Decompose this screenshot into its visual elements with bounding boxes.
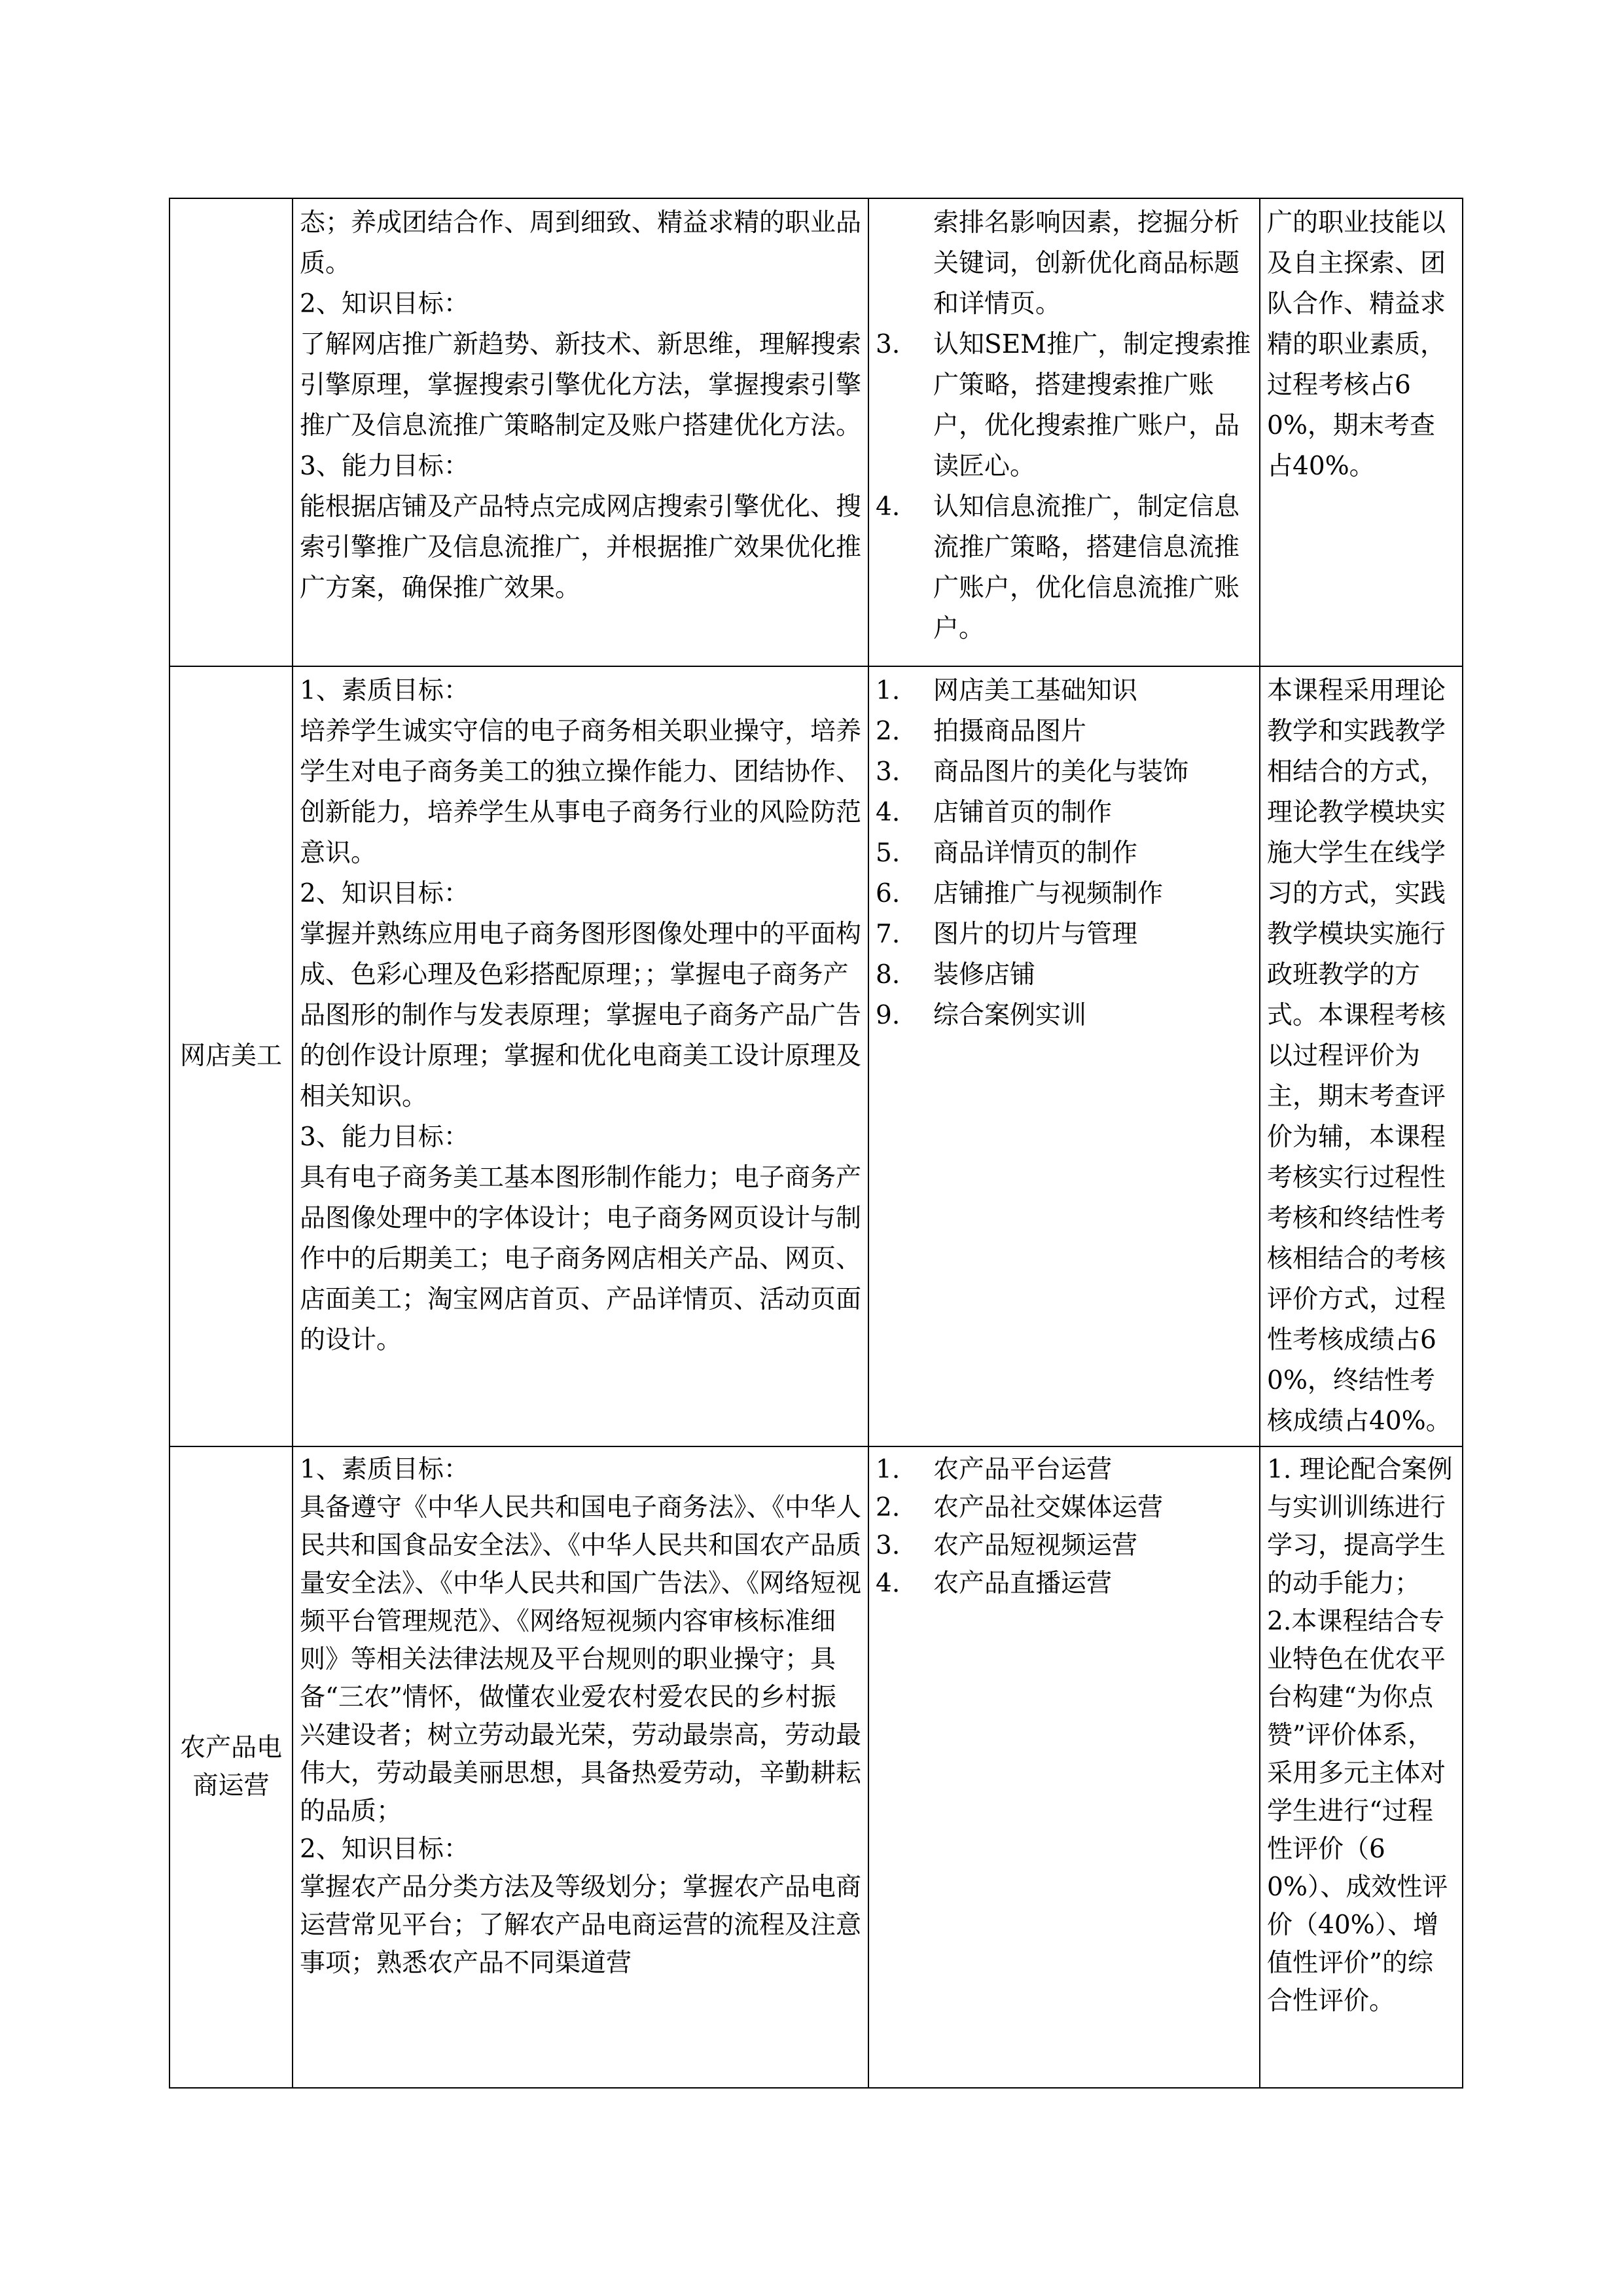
item-text: 装修店铺 bbox=[933, 960, 1036, 990]
course-goals-cell bbox=[293, 198, 868, 666]
goal-heading: 3、能力目标： bbox=[300, 1122, 469, 1152]
goal-text: 能根据店铺及产品特点完成网店搜索引擎优化、搜索引擎推广及信息流推广，并根据推广效果优化推广方案，确保推广效果。 bbox=[300, 492, 862, 603]
list-item bbox=[876, 1489, 1253, 1527]
item-text: 农产品短视频运营 bbox=[933, 1531, 1138, 1560]
goal-text: 了解网店推广新趋势、新技术、新思维，理解搜索引擎原理，掌握搜索引擎优化方法，掌握搜索引擎推广及信息流推广策略制定及账户搭建优化方法。 bbox=[300, 330, 862, 440]
method-text: 1. 理论配合案例与实训训练进行学习，提高学生的动手能力； bbox=[1267, 1455, 1453, 1598]
item-text: 店铺推广与视频制作 bbox=[933, 879, 1164, 908]
list-item bbox=[876, 1451, 1253, 1489]
course-name-cell: 网店美工 bbox=[169, 666, 293, 1446]
item-text: 图片的切片与管理 bbox=[933, 920, 1138, 949]
goal-text: 培养学生诚实守信的电子商务相关职业操守，培养学生对电子商务美工的独立操作能力、团结协作、创新能力，培养学生从事电子商务行业的风险防范意识。 bbox=[300, 717, 862, 868]
course-content-cell bbox=[868, 198, 1260, 666]
goal-text: 具备遵守《中华人民共和国电子商务法》、《中华人民共和国食品安全法》、《中华人民共和国农产品质量安全法》、《中华人民共和国广告法》、《网络短视频平台管理规范》、《网络短视频内容审核标准细则》等相关法律法规及平台规则的职业操守；具备“三农”情怀，做懂农业爱农村爱农民的乡村振兴建设者；树立劳动最光荣，劳动最崇高，劳动最伟大，劳动最美丽思想，具备热爱劳动，辛勤耕耘的品质； bbox=[300, 1493, 862, 1826]
item-number: 4. bbox=[876, 492, 901, 522]
teaching-method-cell bbox=[1260, 666, 1463, 1446]
list-item bbox=[876, 1565, 1253, 1603]
item-number: 4. bbox=[876, 1569, 901, 1598]
list-item bbox=[876, 914, 1253, 955]
list-item bbox=[876, 752, 1253, 793]
teaching-method-cell bbox=[1260, 198, 1463, 666]
list-item bbox=[876, 996, 1253, 1036]
item-text: 网店美工基础知识 bbox=[933, 676, 1138, 706]
item-number: 1. bbox=[876, 676, 901, 706]
curriculum-table bbox=[169, 198, 1463, 2089]
item-text: 认知信息流推广，制定信息流推广策略，搭建信息流推广账户，优化信息流推广账户。 bbox=[933, 492, 1240, 643]
item-number: 7. bbox=[876, 920, 901, 949]
item-number: 1. bbox=[876, 1455, 901, 1484]
item-number: 8. bbox=[876, 960, 901, 990]
item-text: 农产品平台运营 bbox=[933, 1455, 1113, 1484]
list-item bbox=[876, 671, 1253, 711]
item-number: 3. bbox=[876, 757, 901, 787]
list-item bbox=[876, 874, 1253, 914]
item-text: 综合案例实训 bbox=[933, 1001, 1087, 1030]
method-text: 广的职业技能以及自主探索、团队合作、精益求精的职业素质，过程考核占60%，期末考查占40%。 bbox=[1267, 208, 1446, 481]
item-text: 农产品社交媒体运营 bbox=[933, 1493, 1164, 1522]
list-item bbox=[876, 325, 1253, 487]
item-number: 2. bbox=[876, 1493, 901, 1522]
item-number: 4. bbox=[876, 798, 901, 827]
item-number: 6. bbox=[876, 879, 901, 908]
teaching-method-cell bbox=[1260, 1446, 1463, 2088]
table-row bbox=[169, 666, 1463, 1446]
list-item bbox=[876, 833, 1253, 874]
list-item bbox=[876, 203, 1253, 325]
goal-heading: 1、素质目标： bbox=[300, 676, 469, 706]
list-item bbox=[876, 711, 1253, 752]
goal-text: 掌握并熟练应用电子商务图形图像处理中的平面构成、色彩心理及色彩搭配原理；；掌握电子商务产品图形的制作与发表原理；掌握电子商务产品广告的创作设计原理；掌握和优化电商美工设计原理及相关知识。 bbox=[300, 920, 862, 1111]
course-name-cell: 农产品电商运营 bbox=[169, 1446, 293, 2088]
goal-heading: 1、素质目标： bbox=[300, 1455, 469, 1484]
item-number: 5. bbox=[876, 838, 901, 868]
list-item bbox=[876, 487, 1253, 649]
course-goals-cell bbox=[293, 666, 868, 1446]
method-text: 2.本课程结合专业特色在优农平台构建“为你点赞”评价体系，采用多元主体对学生进行“过程性评价（60%）、成效性评价（40%）、增值性评价”的综合性评价。 bbox=[1267, 1607, 1448, 2016]
item-number bbox=[876, 203, 933, 325]
item-text: 商品详情页的制作 bbox=[933, 838, 1138, 868]
course-content-cell bbox=[868, 666, 1260, 1446]
item-text: 索排名影响因素，挖掘分析关键词，创新优化商品标题和详情页。 bbox=[933, 208, 1240, 319]
goal-heading: 3、能力目标： bbox=[300, 452, 469, 481]
list-item bbox=[876, 1527, 1253, 1565]
item-text: 认知SEM推广，制定搜索推广策略，搭建搜索推广账户，优化搜索推广账户，品读匠心。 bbox=[933, 330, 1251, 481]
table-row bbox=[169, 1446, 1463, 2088]
item-number: 3. bbox=[876, 1531, 901, 1560]
goal-heading: 2、知识目标： bbox=[300, 289, 469, 319]
method-text: 本课程采用理论教学和实践教学相结合的方式，理论教学模块实施大学生在线学习的方式，实践教学模块实施行政班教学的方式。本课程考核以过程评价为主，期末考查评价为辅，本课程考核实行过程性考核和终结性考核相结合的考核评价方式，过程性考核成绩占60%，终结性考核成绩占40%。 bbox=[1267, 676, 1452, 1436]
goal-heading: 2、知识目标： bbox=[300, 879, 469, 908]
course-goals-cell bbox=[293, 1446, 868, 2088]
item-text: 拍摄商品图片 bbox=[933, 717, 1087, 746]
item-text: 店铺首页的制作 bbox=[933, 798, 1113, 827]
course-content-cell bbox=[868, 1446, 1260, 2088]
list-item bbox=[876, 955, 1253, 996]
item-text: 商品图片的美化与装饰 bbox=[933, 757, 1189, 787]
item-number: 9. bbox=[876, 1001, 901, 1030]
goal-text: 掌握农产品分类方法及等级划分；掌握农产品电商运营常见平台；了解农产品电商运营的流程及注意事项；熟悉农产品不同渠道营 bbox=[300, 1873, 862, 1978]
content-list bbox=[876, 203, 1253, 649]
item-number: 2. bbox=[876, 717, 901, 746]
content-list bbox=[876, 1451, 1253, 1603]
goal-heading: 2、知识目标： bbox=[300, 1835, 469, 1864]
goal-text: 具有电子商务美工基本图形制作能力；电子商务产品图像处理中的字体设计；电子商务网页设计与制作中的后期美工；电子商务网店相关产品、网页、店面美工；淘宝网店首页、产品详情页、活动页面的设计。 bbox=[300, 1163, 862, 1355]
content-list bbox=[876, 671, 1253, 1036]
table-row bbox=[169, 198, 1463, 666]
course-name-cell bbox=[169, 198, 293, 666]
item-number: 3. bbox=[876, 330, 901, 359]
goal-text: 态；养成团结合作、周到细致、精益求精的职业品质。 bbox=[300, 208, 862, 278]
item-text: 农产品直播运营 bbox=[933, 1569, 1113, 1598]
list-item bbox=[876, 793, 1253, 833]
